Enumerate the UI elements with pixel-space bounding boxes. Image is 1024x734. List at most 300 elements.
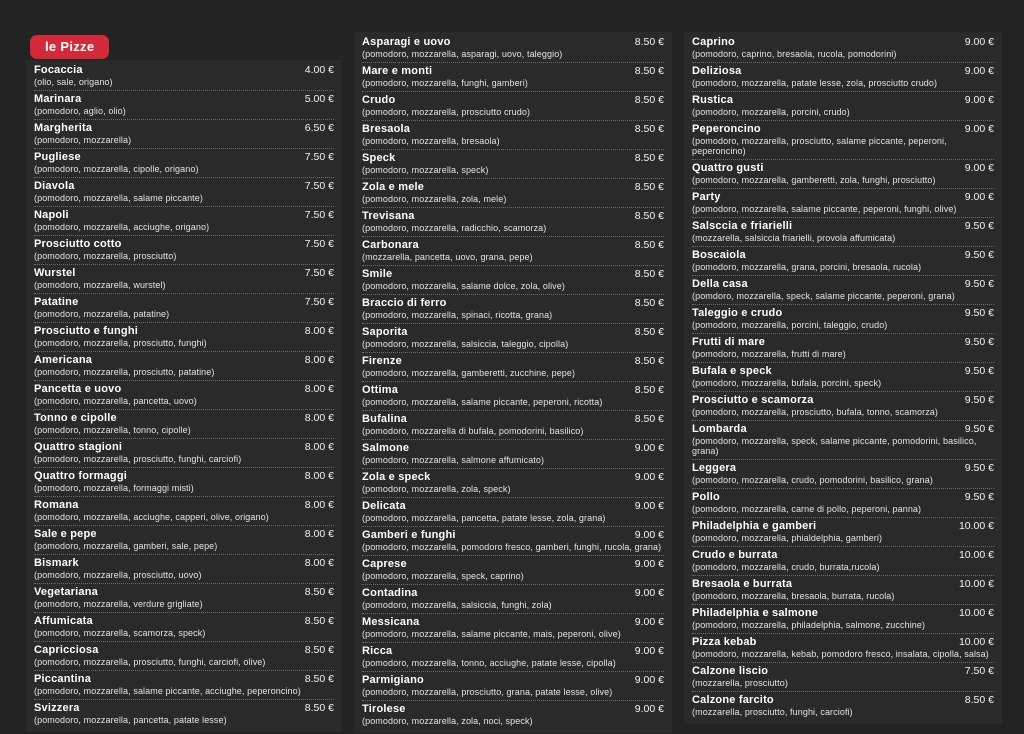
item-ingredients: (pomodoro, caprino, bresaola, rucola, pomodorini)	[692, 49, 897, 59]
item-name: Carbonara	[362, 239, 419, 251]
menu-item	[692, 547, 994, 576]
menu-item-header	[34, 238, 334, 251]
item-ingredients: (pomodoro, mozzarella, prosciutto, patatine)	[34, 367, 215, 377]
menu-item	[34, 497, 334, 526]
menu-item	[34, 410, 334, 439]
item-price: 8.00 €	[304, 441, 334, 453]
item-ingredients: (pomodoro, mozzarella, prosciutto, funghi)	[34, 338, 207, 348]
item-name: Della casa	[692, 278, 748, 290]
menu-item	[692, 576, 994, 605]
item-name: Affumicata	[34, 615, 93, 627]
item-price: 8.50 €	[964, 694, 994, 706]
item-ingredients: (pomodoro, mozzarella, asparagi, uovo, taleggio)	[362, 49, 563, 59]
menu-item-header	[34, 557, 334, 570]
menu-item-header	[692, 665, 994, 678]
item-name: Bufala e speck	[692, 365, 772, 377]
item-ingredients: (pomodoro, mozzarella, grana, porcini, bresaola, rucola)	[692, 262, 922, 272]
item-ingredients: (pomodoro, mozzarella, scamorza, speck)	[34, 628, 206, 638]
item-name: Crudo e burrata	[692, 549, 778, 561]
item-ingredients: (pomodoro, mozzarella, prosciutto, salame piccante, peperoni, peperoncino)	[692, 136, 947, 156]
item-price: 8.00 €	[304, 470, 334, 482]
menu-item-header	[692, 36, 994, 49]
item-price: 7.50 €	[964, 665, 994, 677]
item-name: Frutti di mare	[692, 336, 766, 348]
item-ingredients: (pomodoro, mozzarella, pancetta, patate lesse)	[34, 715, 227, 725]
menu-item	[362, 208, 664, 237]
item-price: 8.50 €	[634, 152, 664, 164]
item-name: Tirolese	[362, 703, 406, 715]
item-ingredients: (pomodoro, mozzarella, prosciutto, funghi, carciofi, olive)	[34, 657, 266, 667]
menu-item	[34, 613, 334, 642]
item-ingredients: (olio, sale, origano)	[34, 77, 113, 87]
item-price: 8.50 €	[634, 239, 664, 251]
menu-item-header	[34, 122, 334, 135]
item-price: 8.00 €	[304, 528, 334, 540]
menu-item	[362, 585, 664, 614]
menu-item	[362, 353, 664, 382]
item-price: 8.50 €	[634, 297, 664, 309]
item-name: Diavola	[34, 180, 75, 192]
menu-item-header	[362, 645, 664, 658]
menu-item-header	[34, 441, 334, 454]
item-name: Capricciosa	[34, 644, 99, 656]
item-price: 6.50 €	[304, 122, 334, 134]
menu-item	[34, 642, 334, 671]
menu-item	[362, 672, 664, 701]
menu-item	[692, 489, 994, 518]
item-price: 9.50 €	[964, 423, 994, 435]
menu-item-header	[692, 94, 994, 107]
menu-item	[692, 334, 994, 363]
item-ingredients: (pomodoro, mozzarella, speck, salame piccante, pomodorini, basilico, grana)	[692, 436, 977, 456]
item-ingredients: (pomodoro, mozzarella, salame piccante, peperoni, ricotta)	[362, 397, 603, 407]
menu-item	[34, 120, 334, 149]
menu-item-header	[692, 578, 994, 591]
item-name: Svizzera	[34, 702, 80, 714]
item-name: Ottima	[362, 384, 399, 396]
item-name: Prosciutto e scamorza	[692, 394, 814, 406]
item-ingredients: (pomodoro, mozzarella, gamberi, sale, pepe)	[34, 541, 218, 551]
item-name: Smile	[362, 268, 393, 280]
menu-item	[692, 663, 994, 692]
item-price: 9.00 €	[964, 94, 994, 106]
item-name: Taleggio e crudo	[692, 307, 783, 319]
item-ingredients: (pomodoro, mozzarella, pomodoro fresco, gamberi, funghi, rucola, grana)	[362, 542, 662, 552]
item-name: Braccio di ferro	[362, 297, 447, 309]
menu-item	[692, 160, 994, 189]
menu-item-header	[692, 491, 994, 504]
item-name: Firenze	[362, 355, 402, 367]
item-price: 8.50 €	[634, 413, 664, 425]
menu-item	[692, 189, 994, 218]
item-ingredients: (pomodoro, mozzarella, carne di pollo, peperoni, panna)	[692, 504, 922, 514]
item-ingredients: (pomodoro, mozzarella, pancetta, patate lesse, zola, grana)	[362, 513, 606, 523]
menu-item	[362, 614, 664, 643]
menu-item	[692, 305, 994, 334]
item-ingredients: (pomodoro, mozzarella, prosciutto, bufala, tonno, scamorza)	[692, 407, 939, 417]
menu-item	[692, 518, 994, 547]
item-price: 9.00 €	[964, 65, 994, 77]
menu-item	[34, 352, 334, 381]
item-price: 7.50 €	[304, 267, 334, 279]
menu-item-header	[34, 93, 334, 106]
menu-item-header	[362, 703, 664, 716]
menu-item-header	[362, 152, 664, 165]
item-ingredients: (pomodoro, mozzarella, crudo, burrata,rucola)	[692, 562, 880, 572]
menu-item	[34, 584, 334, 613]
menu-item-header	[692, 191, 994, 204]
item-ingredients: (pomodoro, mozzarella, kebab, pomodoro fresco, insalata, cipolla, salsa)	[692, 649, 989, 659]
item-name: Quattro stagioni	[34, 441, 123, 453]
item-ingredients: (pomodoro, mozzarella, gamberetti, zola, funghi, prosciutto)	[692, 175, 936, 185]
item-name: Saporita	[362, 326, 408, 338]
menu-item	[362, 179, 664, 208]
menu-item-header	[692, 336, 994, 349]
menu-item	[34, 323, 334, 352]
item-price: 7.50 €	[304, 180, 334, 192]
item-name: Bresaola e burrata	[692, 578, 793, 590]
item-price: 9.00 €	[634, 703, 664, 715]
item-name: Lombarda	[692, 423, 747, 435]
item-name: Pizza kebab	[692, 636, 757, 648]
item-ingredients: (pomodoro, mozzarella, funghi, gamberi)	[362, 78, 528, 88]
item-ingredients: (pomodoro, mozzarella, tonno, cipolle)	[34, 425, 191, 435]
menu-column-3	[684, 32, 1002, 724]
menu-item	[362, 324, 664, 353]
item-price: 9.00 €	[634, 442, 664, 454]
menu-item-header	[34, 615, 334, 628]
item-price: 9.00 €	[964, 36, 994, 48]
item-price: 8.50 €	[634, 36, 664, 48]
item-ingredients: (pomodoro, mozzarella, prosciutto, funghi, carciofi)	[34, 454, 242, 464]
item-ingredients: (pomodoro, mozzarella, prosciutto)	[34, 251, 177, 261]
menu-item	[34, 265, 334, 294]
item-ingredients: (pomodoro, mozzarella, zola, noci, speck)	[362, 716, 533, 726]
item-name: Zola e mele	[362, 181, 425, 193]
item-price: 8.50 €	[634, 326, 664, 338]
item-name: Pollo	[692, 491, 720, 503]
item-name: Philadelphia e salmone	[692, 607, 819, 619]
menu-item	[362, 701, 664, 729]
menu-item	[34, 178, 334, 207]
item-ingredients: (mozzarella, prosciutto)	[692, 678, 788, 688]
menu-item	[34, 671, 334, 700]
item-ingredients: (pomodoro, mozzarella, salame dolce, zola, olive)	[362, 281, 565, 291]
menu-item	[34, 381, 334, 410]
item-ingredients: (mozzarella, prosciutto, funghi, carciofi)	[692, 707, 853, 717]
menu-item-header	[34, 180, 334, 193]
item-name: Bismark	[34, 557, 79, 569]
item-name: Tonno e cipolle	[34, 412, 117, 424]
menu-item-header	[692, 549, 994, 562]
item-name: Margherita	[34, 122, 93, 134]
item-name: Speck	[362, 152, 396, 164]
menu-item-header	[692, 162, 994, 175]
item-ingredients: (pomodoro, mozzarella)	[34, 135, 132, 145]
item-name: Romana	[34, 499, 79, 511]
item-name: Focaccia	[34, 64, 83, 76]
menu-item-header	[34, 267, 334, 280]
item-price: 9.00 €	[634, 500, 664, 512]
menu-item-header	[34, 383, 334, 396]
item-name: Mare e monti	[362, 65, 433, 77]
item-price: 8.50 €	[304, 673, 334, 685]
item-ingredients: (pomdoro, mozzarella, speck, salame piccante, peperoni, grana)	[692, 291, 955, 301]
item-name: Party	[692, 191, 721, 203]
menu-item	[362, 643, 664, 672]
item-name: Trevisana	[362, 210, 415, 222]
menu-item	[692, 276, 994, 305]
menu-item-header	[692, 394, 994, 407]
menu-item	[34, 555, 334, 584]
menu-item-header	[362, 65, 664, 78]
menu-item	[362, 382, 664, 411]
menu-item-header	[692, 278, 994, 291]
menu-item-header	[34, 354, 334, 367]
menu-item	[34, 149, 334, 178]
item-price: 9.50 €	[964, 249, 994, 261]
item-ingredients: (pomodoro, mozzarella di bufala, pomodorini, basilico)	[362, 426, 584, 436]
menu-item-header	[34, 64, 334, 77]
item-ingredients: (pomodoro, mozzarella, salsiccia, taleggio, cipolla)	[362, 339, 569, 349]
item-ingredients: (pomodoro, mozzarella, radicchio, scamorza)	[362, 223, 547, 233]
item-ingredients: (pomodoro, mozzarella, cipolle, origano)	[34, 164, 199, 174]
item-ingredients: (pomodoro, mozzarella, salame piccante)	[34, 193, 203, 203]
item-name: Napoli	[34, 209, 69, 221]
item-name: Pancetta e uovo	[34, 383, 122, 395]
item-price: 9.00 €	[964, 191, 994, 203]
item-price: 10.00 €	[958, 549, 994, 561]
item-price: 8.00 €	[304, 383, 334, 395]
item-ingredients: (mozzarella, pancetta, uovo, grana, pepe)	[362, 252, 533, 262]
item-price: 9.50 €	[964, 220, 994, 232]
item-ingredients: (pomodoro, mozzarella, salsiccia, funghi, zola)	[362, 600, 552, 610]
menu-item	[34, 91, 334, 120]
menu-item-header	[34, 325, 334, 338]
menu-item	[362, 527, 664, 556]
item-ingredients: (pomodoro, mozzarella, salame piccante, acciughe, peperoncino)	[34, 686, 301, 696]
menu-item-header	[362, 123, 664, 136]
item-price: 10.00 €	[958, 607, 994, 619]
item-price: 8.50 €	[304, 586, 334, 598]
menu-item	[34, 236, 334, 265]
item-name: Pugliese	[34, 151, 81, 163]
menu-item-header	[362, 210, 664, 223]
menu-item-header	[692, 123, 994, 136]
menu-item-header	[34, 586, 334, 599]
menu-item	[362, 556, 664, 585]
item-ingredients: (pomodoro, mozzarella, phialdelphia, gamberi)	[692, 533, 883, 543]
item-name: Caprese	[362, 558, 407, 570]
item-price: 9.00 €	[634, 529, 664, 541]
item-name: Prosciutto e funghi	[34, 325, 139, 337]
menu-item-header	[362, 355, 664, 368]
item-name: Delicata	[362, 500, 406, 512]
item-name: Marinara	[34, 93, 82, 105]
menu-item-header	[362, 674, 664, 687]
item-price: 8.00 €	[304, 354, 334, 366]
item-price: 10.00 €	[958, 520, 994, 532]
menu-item	[692, 692, 994, 720]
item-ingredients: (pomodoro, mozzarella, philadelphia, salmone, zucchine)	[692, 620, 926, 630]
menu-item	[692, 392, 994, 421]
menu-item-header	[362, 268, 664, 281]
menu-item	[362, 469, 664, 498]
item-ingredients: (mozzarella, salsiccia friarielli, provola affumicata)	[692, 233, 896, 243]
item-price: 9.50 €	[964, 365, 994, 377]
item-name: Quattro formaggi	[34, 470, 128, 482]
menu-item-header	[34, 412, 334, 425]
item-name: Leggera	[692, 462, 737, 474]
item-name: Gamberi e funghi	[362, 529, 456, 541]
item-ingredients: (pomodoro, mozzarella, bresaola, burrata, rucola)	[692, 591, 895, 601]
menu-item	[362, 266, 664, 295]
item-ingredients: (pomodoro, mozzarella, acciughe, capperi, olive, origano)	[34, 512, 269, 522]
menu-item-header	[362, 529, 664, 542]
menu-item	[34, 207, 334, 236]
item-name: Salmone	[362, 442, 410, 454]
item-ingredients: (pomodoro, mozzarella, salmone affumicato)	[362, 455, 545, 465]
menu-item-header	[362, 297, 664, 310]
menu-item-header	[362, 558, 664, 571]
item-price: 9.50 €	[964, 336, 994, 348]
menu-item-header	[362, 500, 664, 513]
item-price: 9.00 €	[634, 471, 664, 483]
item-name: Zola e speck	[362, 471, 431, 483]
item-ingredients: (pomodoro, mozzarella, pancetta, uovo)	[34, 396, 197, 406]
item-price: 9.00 €	[634, 616, 664, 628]
menu-item	[692, 460, 994, 489]
item-price: 8.50 €	[634, 181, 664, 193]
menu-item-header	[362, 94, 664, 107]
item-price: 8.50 €	[304, 644, 334, 656]
menu-item-header	[34, 528, 334, 541]
item-name: Philadelphia e gamberi	[692, 520, 817, 532]
menu-item	[34, 439, 334, 468]
item-ingredients: (pomodoro, mozzarella, spinaci, ricotta, grana)	[362, 310, 553, 320]
item-name: Calzone liscio	[692, 665, 769, 677]
item-ingredients: (pomodoro, mozzarella, gamberetti, zucchine, pepe)	[362, 368, 576, 378]
menu-item-header	[692, 520, 994, 533]
item-name: Piccantina	[34, 673, 92, 685]
item-ingredients: (pomodoro, mozzarella, zola, speck)	[362, 484, 511, 494]
item-name: Contadina	[362, 587, 418, 599]
menu-item	[692, 634, 994, 663]
menu-item	[692, 605, 994, 634]
menu-item-header	[34, 470, 334, 483]
menu-item-header	[362, 384, 664, 397]
item-name: Salsccia e friarielli	[692, 220, 793, 232]
item-ingredients: (pomodoro, mozzarella, verdure grigliate)	[34, 599, 203, 609]
menu-item-header	[692, 607, 994, 620]
menu-item	[362, 440, 664, 469]
menu-item	[362, 295, 664, 324]
item-name: Peperoncino	[692, 123, 761, 135]
item-name: Prosciutto cotto	[34, 238, 122, 250]
item-ingredients: (pomodoro, mozzarella, zola, mele)	[362, 194, 507, 204]
menu-item-header	[692, 423, 994, 436]
menu-item-header	[692, 365, 994, 378]
menu-item	[34, 700, 334, 728]
menu-item	[692, 218, 994, 247]
item-price: 8.00 €	[304, 557, 334, 569]
item-name: Boscaiola	[692, 249, 746, 261]
item-name: Vegetariana	[34, 586, 98, 598]
item-name: Sale e pepe	[34, 528, 97, 540]
item-ingredients: (pomodoro, mozzarella, salame piccante, mais, peperoni, olive)	[362, 629, 621, 639]
menu-item-header	[34, 644, 334, 657]
menu-item	[34, 62, 334, 91]
item-name: Ricca	[362, 645, 393, 657]
menu-item	[692, 247, 994, 276]
item-price: 9.50 €	[964, 491, 994, 503]
menu-column-1	[26, 60, 342, 732]
menu-item	[692, 34, 994, 63]
item-ingredients: (pomodoro, mozzarella, prosciutto, uovo)	[34, 570, 202, 580]
item-ingredients: (pomodoro, mozzarella, salame piccante, peperoni, funghi, olive)	[692, 204, 957, 214]
item-name: Quattro gusti	[692, 162, 764, 174]
item-price: 8.00 €	[304, 325, 334, 337]
item-price: 9.00 €	[964, 162, 994, 174]
menu-item-header	[692, 307, 994, 320]
item-price: 9.00 €	[634, 674, 664, 686]
item-ingredients: (pomodoro, mozzarella, prosciutto crudo)	[362, 107, 531, 117]
item-price: 8.50 €	[634, 384, 664, 396]
item-ingredients: (pomodoro, mozzarella, frutti di mare)	[692, 349, 846, 359]
menu-item	[362, 237, 664, 266]
item-price: 8.50 €	[634, 355, 664, 367]
item-price: 9.50 €	[964, 278, 994, 290]
menu-item-header	[34, 296, 334, 309]
menu-item-header	[362, 471, 664, 484]
menu-item-header	[34, 209, 334, 222]
menu-item	[362, 34, 664, 63]
item-name: Crudo	[362, 94, 396, 106]
menu-item	[362, 92, 664, 121]
item-name: Calzone farcito	[692, 694, 774, 706]
item-price: 8.50 €	[634, 123, 664, 135]
menu-item-header	[34, 499, 334, 512]
item-price: 9.50 €	[964, 394, 994, 406]
item-ingredients: (pomodoro, aglio, olio)	[34, 106, 126, 116]
item-price: 9.50 €	[964, 307, 994, 319]
item-ingredients: (pomodoro, mozzarella, porcini, crudo)	[692, 107, 850, 117]
menu-item-header	[362, 587, 664, 600]
menu-item	[362, 150, 664, 179]
item-name: Caprino	[692, 36, 735, 48]
item-price: 8.50 €	[634, 94, 664, 106]
menu-item-header	[692, 220, 994, 233]
menu-item-header	[34, 702, 334, 715]
menu-item-header	[692, 694, 994, 707]
menu-item	[362, 498, 664, 527]
item-ingredients: (pomodoro, mozzarella, speck, caprino)	[362, 571, 524, 581]
menu-item	[692, 121, 994, 160]
item-price: 7.50 €	[304, 151, 334, 163]
item-price: 8.50 €	[304, 702, 334, 714]
menu-item-header	[362, 36, 664, 49]
menu-item	[362, 63, 664, 92]
menu-item	[692, 363, 994, 392]
item-price: 9.00 €	[634, 558, 664, 570]
item-price: 5.00 €	[304, 93, 334, 105]
item-price: 8.50 €	[304, 615, 334, 627]
item-name: Bufalina	[362, 413, 407, 425]
item-ingredients: (pomodoro, mozzarella, crudo, pomodorini, basilico, grana)	[692, 475, 933, 485]
item-price: 7.50 €	[304, 296, 334, 308]
menu-item	[34, 526, 334, 555]
section-badge-le-pizze: le Pizze	[30, 35, 109, 59]
